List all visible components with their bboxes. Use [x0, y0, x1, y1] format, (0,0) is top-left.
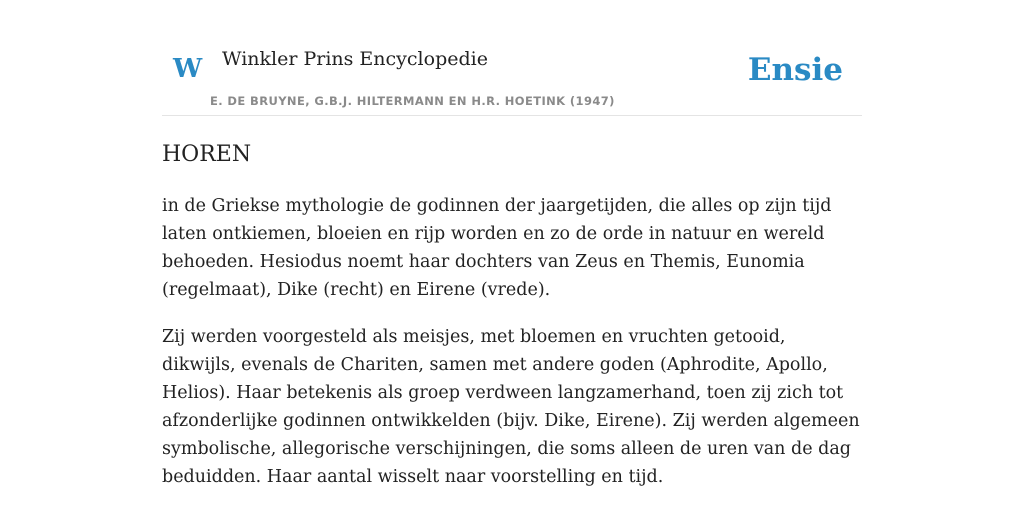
- source-authors: E. DE BRUYNE, G.B.J. HILTERMANN EN H.R. HOETINK (1947): [210, 94, 615, 108]
- source-title[interactable]: Winkler Prins Encyclopedie: [222, 48, 488, 70]
- entry-paragraph: in de Griekse mythologie de godinnen der jaargetijden, die alles op zijn tijd laten ontkiemen, bloeien en rijp worden en zo de orde in natuur en wereld behoeden. Hesiodus noemt haar dochters van Zeus en Themis, Eunomia (regelmaat), Dike (recht) en Eirene (vrede).: [162, 196, 832, 300]
- winkler-prins-logo[interactable]: W: [173, 54, 203, 84]
- page: [162, 0, 862, 487]
- source-header: [162, 0, 862, 116]
- entry-title: HOREN: [162, 142, 252, 167]
- ensie-home-link[interactable]: Ensie: [747, 52, 843, 88]
- entry-body: [162, 192, 862, 510]
- entry-paragraph: Zij werden voorgesteld als meisjes, met bloemen en vruchten getooid, dikwijls, evenals de Chariten, samen met andere goden (Aphrodite, Apollo, Helios). Haar betekenis als groep verdween langzamerhand, toen zij zich tot afzonderlijke godinnen ontwikkelden (bijv. Dike, Eirene). Zij werden algemeen symbolische, allegorische verschijningen, die soms alleen de uren van de dag beduidden. Haar aantal wisselt naar voorstelling en tijd.: [162, 327, 860, 487]
